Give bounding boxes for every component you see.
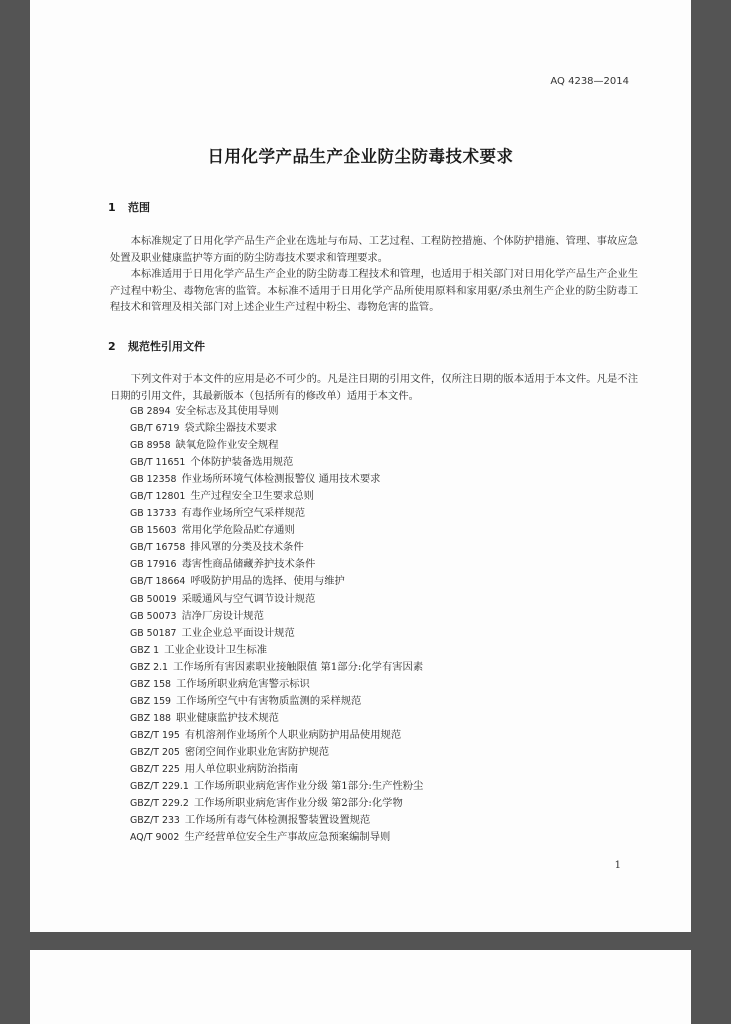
reference-item bbox=[130, 522, 423, 539]
reference-title: 排风罩的分类及技术条件 bbox=[190, 541, 304, 554]
reference-item bbox=[130, 608, 423, 625]
reference-item bbox=[130, 744, 423, 761]
reference-code: GB/T 18664 bbox=[130, 576, 186, 588]
reference-code: GB/T 16758 bbox=[130, 542, 186, 554]
reference-title: 常用化学危险品贮存通则 bbox=[181, 524, 295, 537]
reference-title: 生产经营单位安全生产事故应急预案编制导则 bbox=[184, 831, 391, 844]
reference-title: 洁净厂房设计规范 bbox=[181, 609, 264, 622]
reference-code: GB 2894 bbox=[130, 406, 171, 417]
reference-title: 工作场所职业病危害警示标识 bbox=[176, 677, 310, 690]
reference-code: GBZ/T 205 bbox=[130, 746, 180, 758]
reference-code: GB 50073 bbox=[130, 610, 177, 622]
reference-item bbox=[130, 659, 423, 676]
reference-title: 有机溶剂作业场所个人职业病防护用品使用规范 bbox=[184, 728, 402, 741]
reference-item bbox=[130, 556, 423, 573]
section-number: 2 bbox=[108, 340, 116, 353]
reference-item bbox=[130, 488, 423, 505]
reference-code: GBZ 188 bbox=[130, 712, 171, 724]
reference-code: GB 13733 bbox=[130, 508, 177, 520]
reference-item bbox=[130, 693, 423, 710]
reference-title: 袋式除尘器技术要求 bbox=[184, 422, 278, 435]
reference-item bbox=[130, 454, 423, 471]
reference-code: GBZ/T 195 bbox=[130, 729, 180, 741]
reference-item bbox=[130, 505, 423, 522]
reference-title: 采暖通风与空气调节设计规范 bbox=[181, 592, 316, 605]
reference-title: 呼吸防护用品的选择、使用与维护 bbox=[190, 575, 345, 588]
reference-code: GBZ/T 229.2 bbox=[130, 798, 189, 810]
next-page bbox=[30, 950, 691, 1024]
reference-code: GB/T 6719 bbox=[130, 423, 180, 435]
document-page bbox=[30, 0, 691, 932]
reference-item bbox=[130, 676, 423, 693]
reference-item bbox=[130, 591, 423, 608]
scope-paragraph-2: 本标准适用于日用化学产品生产企业的防尘防毒工程技术和管理，也适用于相关部门对日用化学产品生产企业生产过程中粉尘、毒物危害的监管。本标准不适用于日用化学产品所使用原料和家用驱/杀虫剂生产企业的防尘防毒工程技术和管理及相关部门对上述企业生产过程中粉尘、毒物危害的监管。 bbox=[110, 268, 638, 313]
reference-code: GBZ/T 229.1 bbox=[130, 781, 189, 793]
reference-code: GBZ/T 233 bbox=[130, 815, 180, 827]
reference-code: GB/T 11651 bbox=[130, 457, 186, 469]
reference-title: 个体防护装备选用规范 bbox=[190, 456, 294, 469]
reference-code: GBZ 1 bbox=[130, 644, 160, 656]
section-title: 规范性引用文件 bbox=[128, 340, 205, 353]
reference-code: GB 17916 bbox=[130, 559, 177, 571]
reference-code: GB/T 12801 bbox=[130, 491, 186, 503]
reference-title: 工作场所有毒气体检测报警装置设置规范 bbox=[184, 814, 371, 827]
reference-code: GB 50019 bbox=[130, 593, 177, 605]
reference-item bbox=[130, 625, 423, 642]
reference-title: 生产过程安全卫生要求总则 bbox=[190, 490, 314, 503]
reference-item bbox=[130, 420, 423, 437]
section-number: 1 bbox=[108, 201, 116, 214]
reference-code: AQ/T 9002 bbox=[130, 832, 180, 844]
reference-item bbox=[130, 710, 423, 727]
reference-code: GB 15603 bbox=[130, 525, 177, 537]
standard-number: AQ 4238—2014 bbox=[550, 76, 629, 87]
reference-title: 作业场所环境气体检测报警仪 通用技术要求 bbox=[181, 473, 381, 486]
reference-title: 缺氧危险作业安全规程 bbox=[175, 439, 279, 452]
reference-title: 工业企业总平面设计规范 bbox=[181, 626, 295, 639]
reference-code: GB 8958 bbox=[130, 440, 171, 452]
section-heading-scope bbox=[108, 199, 150, 215]
reference-title: 密闭空间作业职业危害防护规范 bbox=[184, 745, 330, 758]
reference-item bbox=[130, 829, 423, 846]
reference-list bbox=[130, 403, 423, 846]
reference-title: 工作场所有害因素职业接触限值 第1部分:化学有害因素 bbox=[173, 660, 424, 673]
reference-title: 工作场所职业病危害作业分级 第1部分:生产性粉尘 bbox=[193, 780, 424, 793]
reference-item bbox=[130, 795, 423, 812]
page-number: 1 bbox=[614, 860, 621, 871]
section-title: 范围 bbox=[128, 201, 150, 214]
reference-code: GBZ/T 225 bbox=[130, 763, 180, 775]
references-intro-paragraph: 下列文件对于本文件的应用是必不可少的。凡是注日期的引用文件，仅所注日期的版本适用于本文件。凡是不注日期的引用文件，其最新版本（包括所有的修改单）适用于本文件。 bbox=[110, 373, 638, 402]
reference-code: GBZ 2.1 bbox=[130, 661, 169, 673]
reference-item bbox=[130, 642, 423, 659]
reference-title: 职业健康监护技术规范 bbox=[176, 711, 279, 724]
reference-item bbox=[130, 471, 423, 488]
reference-code: GBZ 158 bbox=[130, 678, 171, 690]
reference-item bbox=[130, 573, 423, 590]
reference-title: 有毒作业场所空气采样规范 bbox=[181, 507, 306, 520]
scope-paragraph-1: 本标准规定了日用化学产品生产企业在选址与布局、工艺过程、工程防控措施、个体防护措施、管理、事故应急处置及职业健康监护等方面的防尘防毒技术要求和管理要求。 bbox=[110, 235, 638, 264]
reference-item bbox=[130, 812, 423, 829]
reference-title: 工作场所空气中有害物质监测的采样规范 bbox=[176, 694, 362, 707]
reference-code: GBZ 159 bbox=[130, 695, 171, 707]
reference-title: 工作场所职业病危害作业分级 第2部分:化学物 bbox=[193, 797, 403, 810]
reference-title: 用人单位职业病防治指南 bbox=[184, 762, 299, 775]
reference-item bbox=[130, 778, 423, 795]
reference-item bbox=[130, 761, 423, 778]
reference-title: 安全标志及其使用导则 bbox=[175, 405, 279, 417]
reference-code: GB 50187 bbox=[130, 627, 177, 639]
reference-title: 工业企业设计卫生标准 bbox=[164, 643, 268, 656]
section-heading-normative-references bbox=[108, 338, 205, 354]
reference-item bbox=[130, 727, 423, 744]
document-title: 日用化学产品生产企业防尘防毒技术要求 bbox=[207, 147, 514, 166]
reference-item bbox=[130, 539, 423, 556]
reference-title: 毒害性商品储藏养护技术条件 bbox=[181, 558, 316, 571]
reference-item bbox=[130, 403, 423, 420]
reference-code: GB 12358 bbox=[130, 474, 177, 486]
reference-item bbox=[130, 437, 423, 454]
